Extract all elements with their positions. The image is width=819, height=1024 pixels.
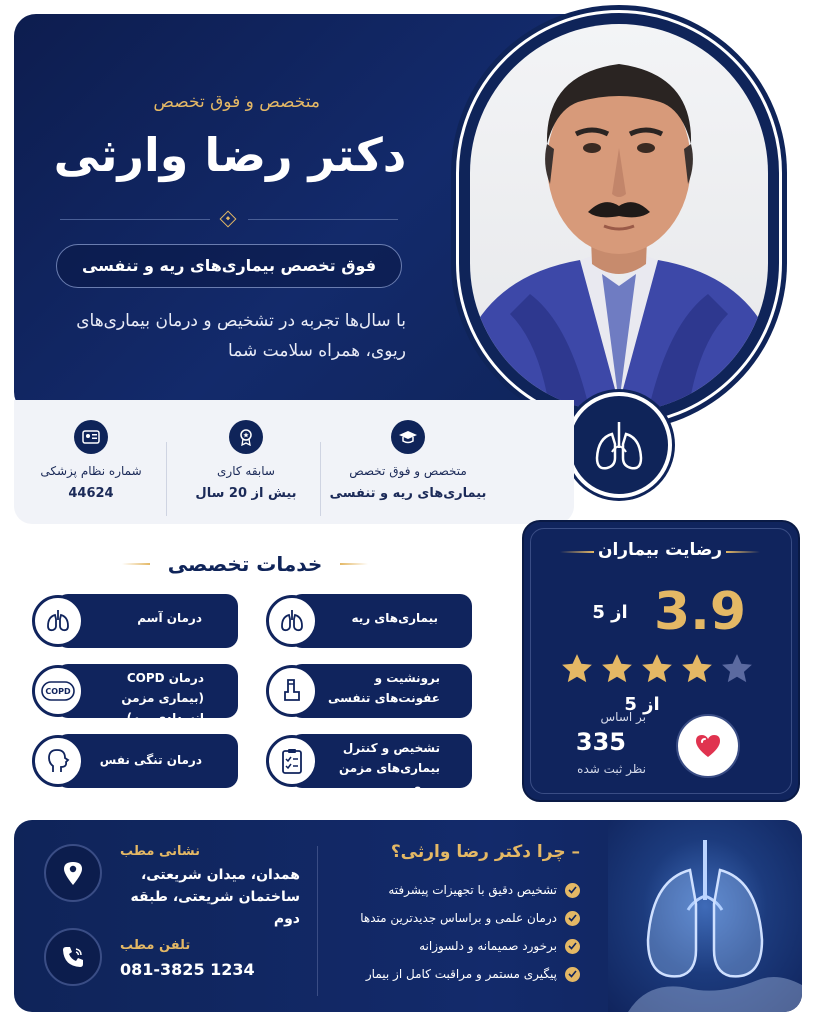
lungs-badge — [566, 392, 672, 498]
based-on-label: بر اساس — [600, 710, 646, 724]
info-experience — [176, 420, 316, 520]
award-badge-icon — [229, 420, 263, 454]
review-label: نظر ثبت شده — [577, 762, 646, 776]
service-label: بیماری‌های ریه — [351, 611, 438, 625]
check-icon — [565, 911, 580, 926]
hero-description: با سال‌ها تجربه در تشخیص و درمان بیماری‌های ریوی، همراه سلامت شما — [76, 311, 406, 361]
check-icon — [565, 883, 580, 898]
footer-separator — [317, 846, 318, 996]
service-label: تشخیص و کنترل بیماری‌های مزمن ریوی — [339, 741, 440, 795]
star-filled-icon — [640, 652, 674, 686]
check-icon — [565, 967, 580, 982]
info-specialty — [328, 420, 488, 520]
info-separator — [320, 442, 321, 516]
info-value: 44624 — [68, 486, 114, 501]
inhaler-icon — [266, 665, 318, 717]
why-item-text: پیگیری مستمر و مراقبت کامل از بیمار — [365, 967, 557, 981]
rating-title: رضایت بیماران — [597, 540, 723, 560]
star-filled-icon — [600, 652, 634, 686]
doctor-name-title: دکتر رضا وارثی — [53, 128, 407, 182]
why-item-text: تشخیص دقیق با تجهیزات پیشرفته — [388, 883, 557, 897]
lungs-icon — [266, 595, 318, 647]
why-item — [320, 962, 580, 986]
rating-title-line-right — [726, 551, 760, 553]
heart-badge — [676, 714, 740, 778]
id-card-icon — [74, 420, 108, 454]
why-item-text: برخورد صمیمانه و دلسوزانه — [419, 939, 557, 953]
copd-icon — [32, 665, 84, 717]
heart-icon — [694, 733, 722, 759]
service-label: برونشیت و عفونت‌های تنفسی — [328, 671, 440, 705]
why-item — [320, 934, 580, 958]
lungs-hologram-icon — [608, 820, 802, 1012]
head-profile-icon — [32, 735, 84, 787]
info-label: سابقه کاری — [217, 464, 275, 478]
services-title-line-right — [340, 563, 368, 565]
info-label: متخصص و فوق تخصص — [349, 464, 467, 478]
location-pin-icon — [44, 844, 102, 902]
rating-score: 3.9 — [653, 582, 747, 642]
rating-out-of: از 5 — [592, 602, 628, 623]
info-separator — [166, 442, 167, 516]
lungs-icon — [570, 396, 668, 494]
info-value: بیماری‌های ریه و تنفسی — [329, 486, 487, 501]
address-text: همدان، میدان شریعتی، ساختمان شریعتی، طبقه دوم — [130, 867, 300, 927]
why-item — [320, 878, 580, 902]
info-label: شماره نظام پزشکی — [40, 464, 142, 478]
copd-icon-label: COPD — [45, 686, 71, 696]
hero-subtitle: متخصص و فوق تخصص — [153, 92, 320, 112]
info-value: بیش از 20 سال — [195, 486, 297, 501]
address-title: نشانی مطب — [120, 844, 201, 859]
lungs-hologram-image — [608, 820, 802, 1012]
info-medical-number — [26, 420, 156, 520]
service-label: درمان تنگی نفس — [99, 753, 202, 767]
specialty-pill: فوق تخصص بیماری‌های ریه و تنفسی — [56, 244, 402, 288]
divider-left — [60, 219, 210, 220]
based-on-out-of: از 5 — [624, 694, 660, 715]
service-label: درمان آسم — [137, 611, 202, 625]
services-title-line-left — [122, 563, 150, 565]
service-label: درمان COPD (بیماری مزمن انسدادی ریه) — [121, 671, 204, 725]
star-empty-icon — [720, 652, 754, 686]
phone-number[interactable]: 081-3825 1234 — [120, 960, 255, 979]
review-count: 335 — [575, 728, 626, 756]
check-icon — [565, 939, 580, 954]
why-title: – چرا دکتر رضا وارثی؟ — [390, 842, 580, 862]
star-filled-icon — [560, 652, 594, 686]
why-item-text: درمان علمی و براساس جدیدترین متدها — [360, 911, 557, 925]
services-title: خدمات تخصصی — [167, 552, 323, 576]
why-item — [320, 906, 580, 930]
graduation-cap-icon — [391, 420, 425, 454]
doctor-portrait-illustration — [470, 24, 768, 412]
clipboard-icon — [266, 735, 318, 787]
lungs-icon — [32, 595, 84, 647]
star-filled-icon — [680, 652, 714, 686]
doctor-photo — [470, 24, 768, 412]
phone-title: تلفن مطب — [120, 938, 191, 953]
phone-icon[interactable] — [44, 928, 102, 986]
divider-right — [248, 219, 398, 220]
